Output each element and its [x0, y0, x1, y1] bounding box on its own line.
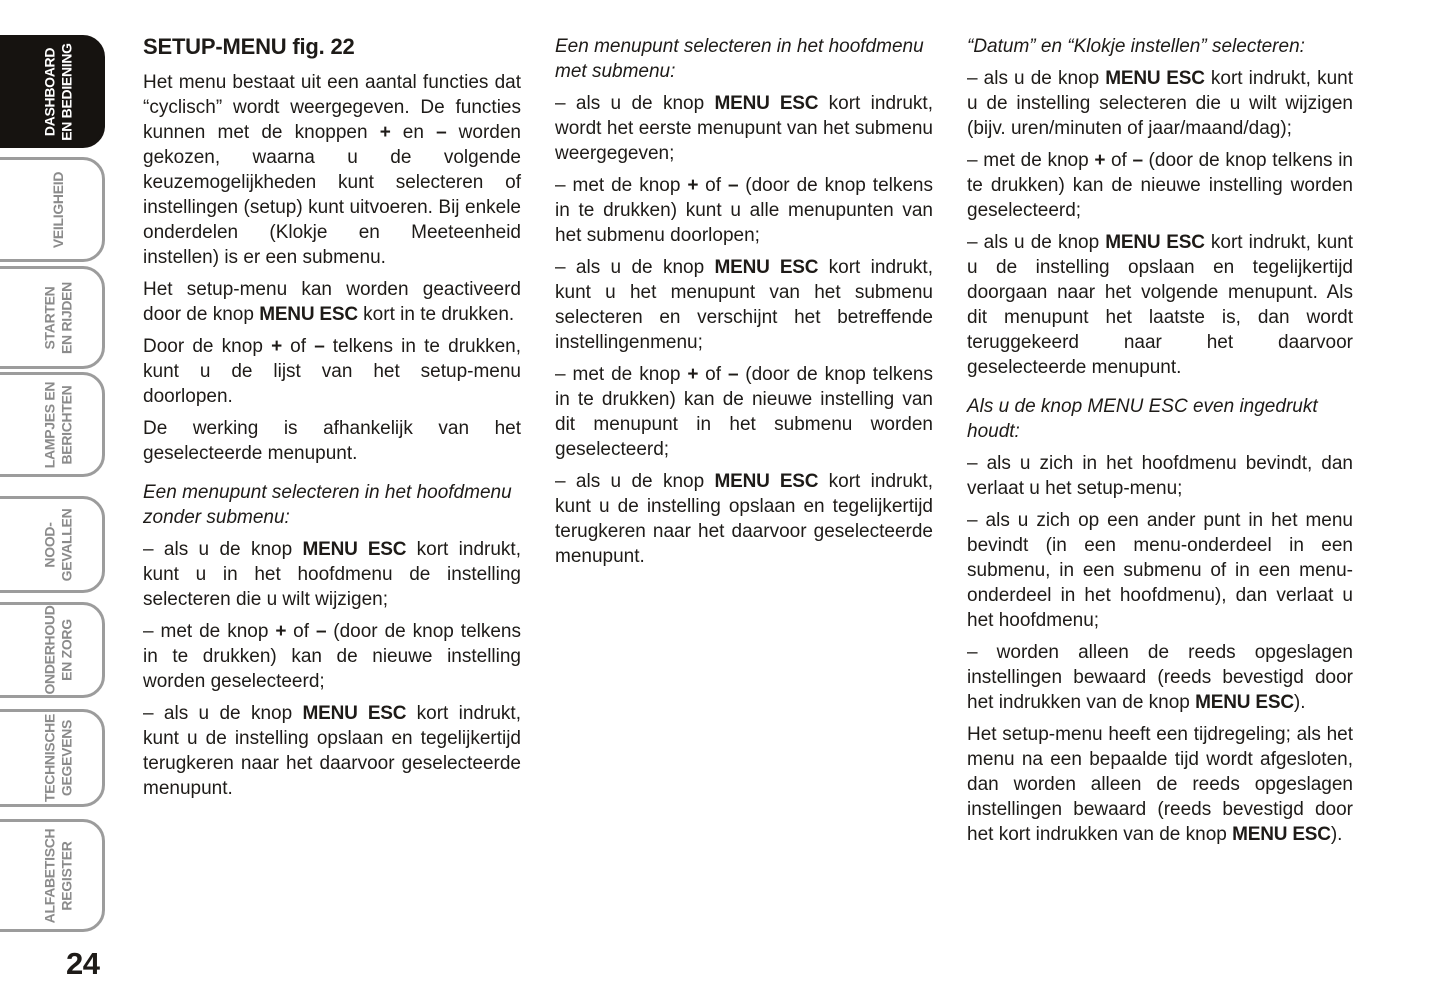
paragraph — [143, 277, 521, 327]
text-run: (door de knop telkens in te drukken) kan de nieuwe instelling worden geselecteerd; — [967, 150, 1353, 221]
bold-text-run: MENU ESC — [714, 257, 819, 278]
text-run: Het setup-menu kan worden geactiveerd door de knop — [143, 279, 521, 325]
text-run: – als u de knop — [967, 232, 1106, 253]
text-run: of — [281, 336, 315, 357]
sidebar-tab-veiligheid[interactable] — [0, 157, 105, 262]
bold-text-run: + — [687, 364, 699, 385]
paragraph — [143, 416, 521, 466]
sidebar-tab-label-line: EN BEDIENING — [58, 42, 74, 141]
sidebar-tab-label — [42, 714, 75, 802]
text-run: Door de knop — [143, 336, 272, 357]
sidebar-tab-label — [42, 605, 75, 694]
text-run: De werking is afhankelijk van het geselecteerde menupunt. — [143, 418, 521, 464]
text-run: ). — [1293, 692, 1306, 713]
text-run: of — [1105, 150, 1133, 171]
bold-text-run: + — [275, 621, 287, 642]
sidebar-tab-label-line: BERICHTEN — [58, 385, 74, 464]
sidebar-tab-label — [50, 171, 67, 247]
text-run: Het menu bestaat uit een aantal functies dat “cyclisch” wordt weergegeven. De functies kunnen met de knoppen — [143, 72, 521, 143]
paragraph — [143, 701, 521, 801]
sidebar-tab-label-line: TECHNISCHE — [41, 713, 58, 803]
text-run: – worden alleen de reeds opgeslagen instellingen bewaard (reeds bevestigd door het indrukken van de knop — [967, 642, 1353, 713]
paragraph — [143, 619, 521, 694]
paragraph — [555, 255, 933, 355]
text-run: “Datum” en “Klokje instellen” selecteren: — [967, 36, 1305, 57]
column-left — [143, 34, 521, 854]
paragraph — [143, 334, 521, 409]
bold-text-run: MENU ESC — [1232, 824, 1331, 845]
bold-text-run: MENU ESC — [1105, 232, 1205, 253]
sidebar-tab-label — [42, 43, 75, 141]
text-run: – met de knop — [555, 364, 688, 385]
bold-text-run: + — [1094, 150, 1106, 171]
bold-text-run: MENU ESC — [1105, 68, 1205, 89]
paragraph — [555, 362, 933, 462]
sidebar-tab-label-line: LAMPJES EN — [41, 381, 58, 468]
bold-text-run: – — [436, 122, 447, 143]
bold-text-run: – — [315, 621, 327, 642]
text-run: kort indrukt, kunt u de instelling opslaan en tegelijkertijd doorgaan naar het volgende menupunt. Als dit menupunt het laatste is, dan wordt teruggekeerd naar het daarvoor geselecteerde menupunt. — [967, 232, 1353, 378]
bold-text-run: MENU ESC — [302, 539, 407, 560]
bold-text-run: MENU ESC — [1195, 692, 1294, 713]
text-run: (door de knop telkens in te drukken) kan de nieuwe instelling van dit menupunt in het submenu worden geselecteerd; — [555, 364, 933, 460]
paragraph — [143, 70, 521, 270]
text-run: of — [698, 175, 728, 196]
bold-text-run: – — [727, 364, 739, 385]
text-run: – als u de knop — [143, 703, 303, 724]
bold-text-run: MENU ESC — [259, 304, 358, 325]
sidebar-tab-label — [42, 508, 75, 581]
paragraph — [555, 469, 933, 569]
paragraph — [967, 451, 1353, 501]
sidebar-tab-label-line: DASHBOARD — [41, 47, 58, 136]
sidebar-tab-dashboard-en-bediening[interactable] — [0, 35, 105, 148]
text-run: en — [390, 122, 437, 143]
text-run: – met de knop — [967, 150, 1095, 171]
text-run: kort indrukt, kunt u de instelling selecteren die u wilt wijzigen (bijv. uren/minuten of jaar/maand/dag); — [967, 68, 1353, 139]
paragraph — [555, 173, 933, 248]
text-run: kort indrukt, kunt u de instelling opslaan en tegelijkertijd terugkeren naar het daarvoor geselecteerde menupunt. — [143, 703, 521, 799]
text-run: of — [698, 364, 728, 385]
paragraph — [967, 148, 1353, 223]
text-run: Het setup-menu heeft een tijdregeling; als het menu na een bepaalde tijd wordt afgesloten, dan worden alleen de reeds opgeslagen instellingen bewaard (reeds bevestigd door het kort indrukken van de knop — [967, 724, 1353, 845]
text-run: of — [286, 621, 316, 642]
sidebar-tab-lampjes-en-berichten[interactable] — [0, 372, 105, 477]
sidebar-tab-alfabetisch-register[interactable] — [0, 819, 105, 932]
bold-text-run: + — [271, 336, 282, 357]
text-run: – als u de knop — [143, 539, 303, 560]
bold-text-run: SETUP-MENU fig. 22 — [143, 34, 355, 59]
bold-text-run: – — [1132, 150, 1143, 171]
subsection-heading — [555, 34, 933, 84]
sidebar-tab-label-line: ALFABETISCH — [41, 828, 58, 923]
subsection-heading — [967, 394, 1353, 444]
text-run: – als u de knop — [555, 257, 715, 278]
sidebar-tab-label-line: STARTEN — [41, 286, 58, 349]
text-run: – als u de knop — [967, 68, 1106, 89]
text-run: – met de knop — [143, 621, 276, 642]
paragraph — [967, 508, 1353, 633]
sidebar-tab-label-line: VEILIGHEID — [49, 171, 66, 248]
sidebar — [0, 0, 115, 998]
text-run: telkens in te drukken, kunt u de lijst van het setup-menu doorlopen. — [143, 336, 521, 407]
column-middle — [555, 34, 933, 854]
text-run: ). — [1330, 824, 1343, 845]
page-number: 24 — [66, 946, 100, 981]
sidebar-tab-label — [42, 828, 75, 923]
bold-text-run: MENU ESC — [714, 93, 819, 114]
page-content — [143, 34, 1353, 854]
text-run: – met de knop — [555, 175, 688, 196]
sidebar-tab-label — [42, 381, 75, 467]
bold-text-run: – — [727, 175, 739, 196]
subsection-heading — [143, 480, 521, 530]
sidebar-tab-label-line: NOOD- — [41, 521, 58, 568]
text-run: – als u zich in het hoofdmenu bevindt, dan verlaat u het setup-menu; — [967, 453, 1353, 499]
sidebar-tab-label-line: EN ZORG — [58, 619, 74, 681]
sidebar-tab-technische-gegevens[interactable] — [0, 709, 105, 807]
sidebar-tab-label-line: EN RIJDEN — [58, 281, 74, 354]
sidebar-tab-label — [42, 282, 75, 354]
paragraph — [967, 640, 1353, 715]
text-run: kort in te drukken. — [357, 304, 515, 325]
paragraph — [967, 66, 1353, 141]
paragraph — [967, 230, 1353, 380]
paragraph — [143, 537, 521, 612]
paragraph — [555, 91, 933, 166]
text-run: kort indrukt, wordt het eerste menupunt van het submenu weergegeven; — [555, 93, 933, 164]
text-run: – als u de knop — [555, 93, 715, 114]
text-run: Als u de knop MENU ESC even ingedrukt houdt: — [967, 396, 1318, 442]
bold-text-run: MENU ESC — [714, 471, 819, 492]
section-heading — [143, 34, 521, 60]
text-run: kort indrukt, kunt u het menupunt van het submenu selecteren en verschijnt het betreffende instellingenmenu; — [555, 257, 933, 353]
text-run: – als u zich op een ander punt in het menu bevindt (in een menu-onderdeel in een submenu, in een submenu of in een menu-onderdeel in het hoofdmenu), dan verlaat u het hoofdmenu; — [967, 510, 1353, 631]
text-run: kort indrukt, kunt u de instelling opslaan en tegelijkertijd terugkeren naar het daarvoor geselecteerde menupunt. — [555, 471, 933, 567]
sidebar-tab-label-line: ONDERHOUD — [41, 605, 58, 695]
sidebar-tab-label-line: REGISTER — [58, 840, 74, 911]
sidebar-tab-label-line: GEVALLEN — [58, 508, 74, 581]
text-run: worden gekozen, waarna u de volgende keuzemogelijkheden kunt selecteren of instellingen (setup) kunt uitvoeren. Bij enkele onderdelen (Klokje en Meeteenheid instellen) is er een submenu. — [143, 122, 521, 268]
text-run: (door de knop telkens in te drukken) kan de nieuwe instelling worden geselecteerd; — [143, 621, 521, 692]
text-run: Een menupunt selecteren in het hoofdmenu met submenu: — [555, 36, 924, 82]
bold-text-run: + — [379, 122, 391, 143]
bold-text-run: + — [687, 175, 699, 196]
sidebar-tab-label-line: GEGEVENS — [58, 719, 74, 797]
sidebar-tab-onderhoud-en-zorg[interactable] — [0, 602, 105, 698]
paragraph — [967, 722, 1353, 847]
bold-text-run: MENU ESC — [302, 703, 407, 724]
sidebar-tab-starten-en-rijden[interactable] — [0, 266, 105, 369]
sidebar-tab-nood-gevallen[interactable] — [0, 496, 105, 593]
subsection-heading — [967, 34, 1353, 59]
column-right — [967, 34, 1353, 854]
text-run: (door de knop telkens in te drukken) kunt u alle menupunten van het submenu doorlopen; — [555, 175, 933, 246]
bold-text-run: – — [314, 336, 325, 357]
text-run: kort indrukt, kunt u in het hoofdmenu de instelling selecteren die u wilt wijzigen; — [143, 539, 521, 610]
text-run: – als u de knop — [555, 471, 715, 492]
text-run: Een menupunt selecteren in het hoofdmenu zonder submenu: — [143, 482, 512, 528]
